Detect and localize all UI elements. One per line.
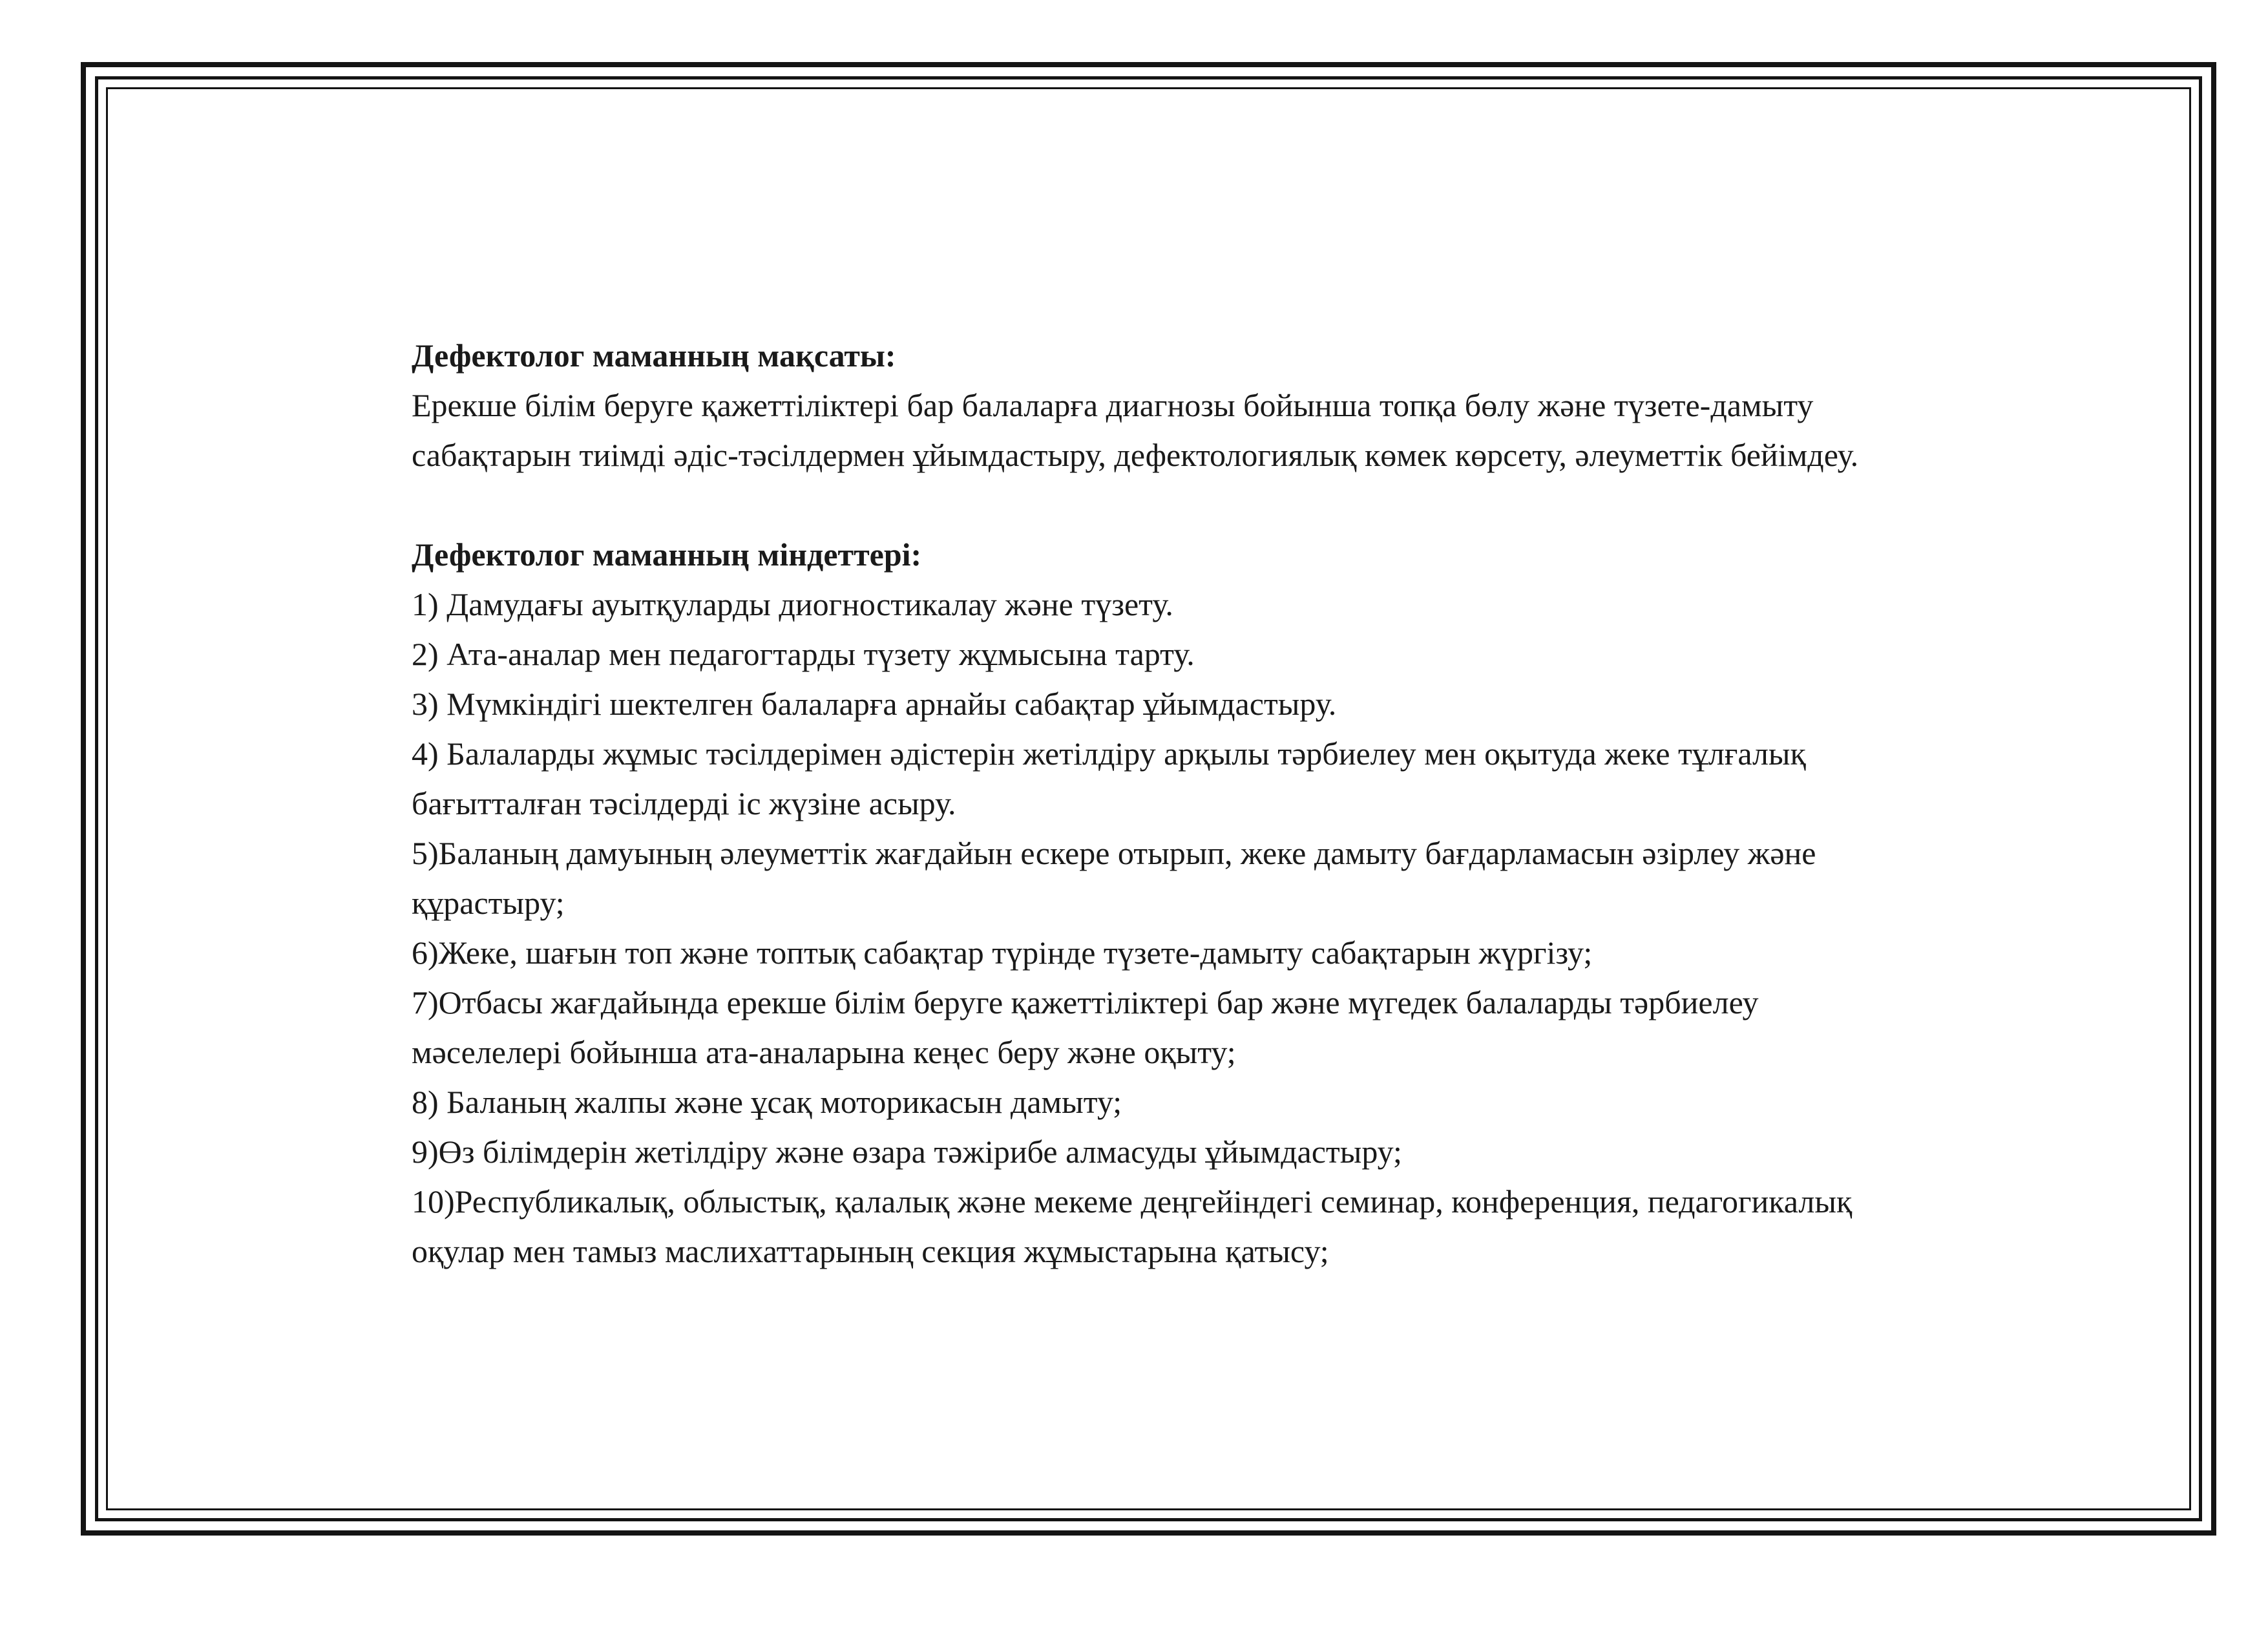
goal-heading: Дефектолог маманның мақсаты: — [412, 337, 896, 374]
task-line-continued: құрастыру; — [412, 885, 565, 921]
task-line: 9)Өз білімдерін жетілдіру және өзара тәжірибе алмасуды ұйымдастыру; — [412, 1134, 1402, 1170]
section-spacer — [412, 480, 2130, 530]
task-line: 4) Балаларды жұмыс тәсілдерімен әдістерін жетілдіру арқылы тәрбиелеу мен оқытуда жеке тұлғалық — [412, 735, 1806, 772]
task-line-continued: мәселелері бойынша ата-аналарына кеңес беру және оқыту; — [412, 1034, 1236, 1070]
task-line-continued: бағытталған тәсілдерді іс жүзіне асыру. — [412, 785, 956, 821]
task-item — [412, 629, 2130, 679]
task-item — [412, 829, 2130, 928]
task-line-continued: оқулар мен тамыз маслихаттарының секция жұмыстарына қатысу; — [412, 1233, 1329, 1269]
goal-text-line-2: сабақтарын тиімді әдіс-тәсілдермен ұйымдастыру, дефектологиялық көмек көрсету, әлеуметтік бейімдеу. — [412, 437, 1859, 473]
tasks-heading: Дефектолог маманның міндеттері: — [412, 536, 922, 573]
document-body — [412, 331, 2130, 1276]
goal-text-line-1: Ерекше білім беруге қажеттіліктері бар балаларға диагнозы бойынша топқа бөлу және түзете-дамыту — [412, 387, 1814, 423]
task-item — [412, 580, 2130, 629]
task-item — [412, 928, 2130, 978]
task-line: 3) Мүмкіндігі шектелген балаларға арнайы сабақтар ұйымдастыру. — [412, 686, 1337, 722]
task-item — [412, 729, 2130, 829]
task-item — [412, 679, 2130, 729]
task-line: 8) Баланың жалпы және ұсақ моторикасын дамыту; — [412, 1084, 1122, 1120]
task-line: 5)Баланың дамуының әлеуметтік жағдайын ескере отырып, жеке дамыту бағдарламасын әзірлеу және — [412, 835, 1816, 871]
task-line: 2) Ата-аналар мен педагогтарды түзету жұмысына тарту. — [412, 636, 1195, 672]
task-line: 1) Дамудағы ауытқуларды диогностикалау және түзету. — [412, 586, 1173, 622]
task-line: 6)Жеке, шағын топ және топтық сабақтар түрінде түзете-дамыту сабақтарын жүргізу; — [412, 935, 1593, 971]
task-item — [412, 1077, 2130, 1127]
task-item — [412, 1127, 2130, 1177]
task-line: 10)Республикалық, облыстық, қалалық және мекеме деңгейіндегі семинар, конференция, педагогикалық — [412, 1183, 1853, 1220]
task-line: 7)Отбасы жағдайында ерекше білім беруге қажеттіліктері бар және мүгедек балаларды тәрбиелеу — [412, 984, 1759, 1020]
task-item — [412, 1177, 2130, 1276]
task-item — [412, 978, 2130, 1077]
